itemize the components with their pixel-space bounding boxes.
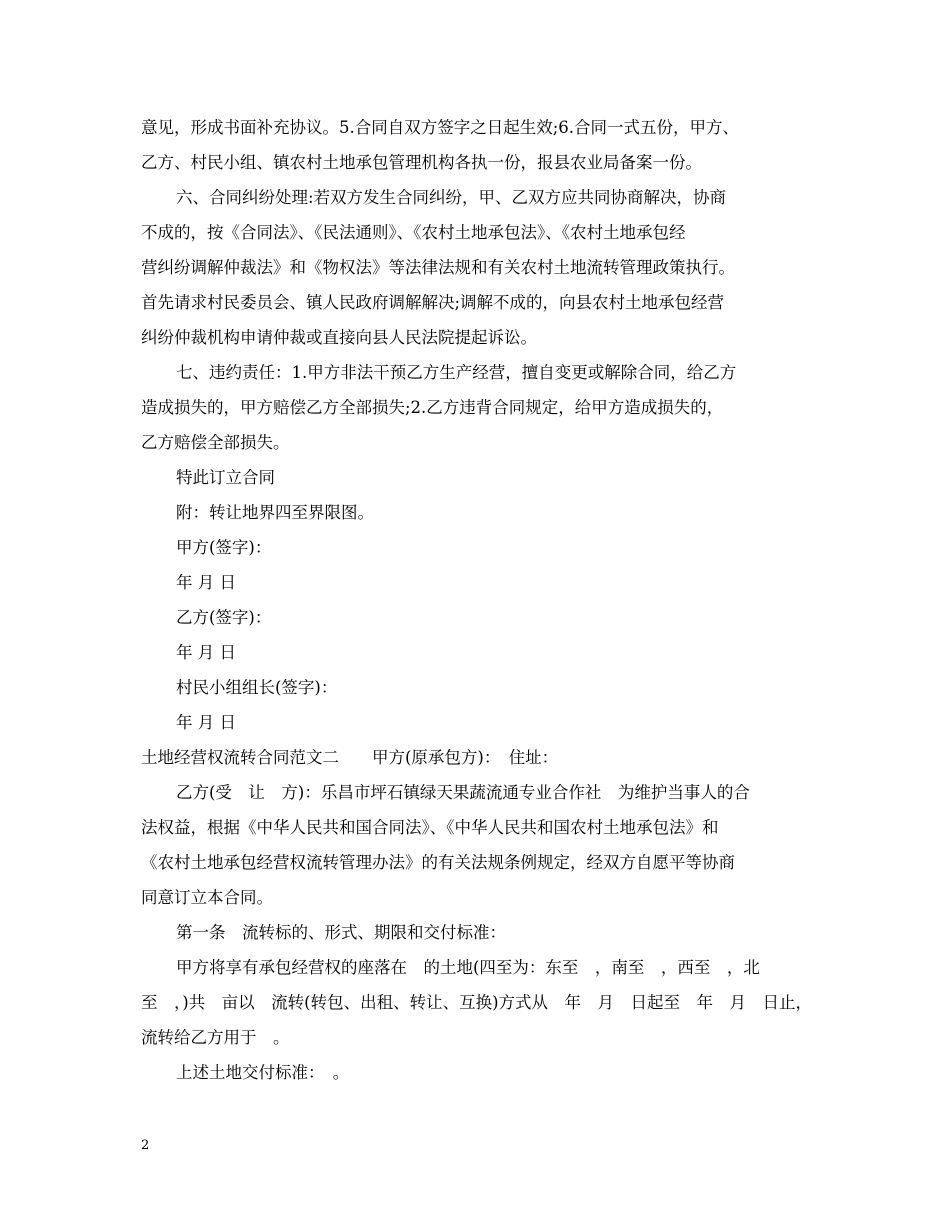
text-line: 六、合同纠纷处理:若双方发生合同纠纷，甲、乙双方应共同协商解决，协商 [176, 188, 727, 207]
text-line: 造成损失的，甲方赔偿乙方全部损失;2.乙方违背合同规定，给甲方造成损失的， [141, 398, 724, 417]
text-line: 特此订立合同 [176, 468, 275, 487]
text-line: 甲方(签字)： [176, 538, 272, 557]
text-line: 至 ，)共 亩以 流转(转包、出租、转让、互换)方式从 年 月 日起至 年 月 日止， [141, 993, 813, 1012]
text-line: 不成的，按《合同法》、《民法通则》、《农村土地承包法》、《农村土地承包经 [141, 223, 686, 242]
text-line: 甲方将享有承包经营权的座落在 的土地(四至为：东至 ，南至 ，西至 ，北 [176, 958, 760, 977]
text-line: 年 月 日 [176, 643, 236, 662]
text-line: 流转给乙方用于 。 [141, 1028, 290, 1047]
text-line: 法权益，根据《中华人民共和国合同法》、《中华人民共和国农村土地承包法》和 [141, 818, 719, 837]
text-line: 乙方赔偿全部损失。 [141, 433, 290, 452]
text-line: 土地经营权流转合同范文二 甲方(原承包方)： 住址： [141, 748, 559, 767]
text-line: 《农村土地承包经营权流转管理办法》的有关法规条例规定，经双方自愿平等协商 [141, 853, 735, 872]
text-line: 村民小组组长(签字)： [176, 678, 338, 697]
text-line: 上述土地交付标准： 。 [176, 1063, 350, 1082]
text-line: 纠纷仲裁机构申请仲裁或直接向县人民法院提起诉讼。 [141, 328, 537, 347]
text-line: 首先请求村民委员会、镇人民政府调解解决;调解不成的，向县农村土地承包经营 [141, 293, 725, 312]
text-line: 附：转让地界四至界限图。 [176, 503, 374, 522]
text-line: 营纠纷调解仲裁法》和《物权法》等法律法规和有关农村土地流转管理政策执行。 [141, 258, 735, 277]
text-line: 意见，形成书面补充协议。5.合同自双方签字之日起生效;6.合同一式五份，甲方、 [141, 118, 740, 137]
text-line: 乙方(签字)： [176, 608, 272, 627]
text-line: 七、违约责任：1.甲方非法干预乙方生产经营，擅自变更或解除合同，给乙方 [176, 363, 737, 382]
text-line: 第一条 流转标的、形式、期限和交付标准： [176, 923, 506, 942]
text-line: 乙方(受 让 方)：乐昌市坪石镇绿天果蔬流通专业合作社 为维护当事人的合 [176, 783, 750, 802]
text-line: 年 月 日 [176, 573, 236, 592]
page-number: 2 [141, 1138, 150, 1153]
text-line: 乙方、村民小组、镇农村土地承包管理机构各执一份，报县农业局备案一份。 [141, 153, 702, 172]
text-line: 同意订立本合同。 [141, 888, 273, 907]
text-line: 年 月 日 [176, 713, 236, 732]
